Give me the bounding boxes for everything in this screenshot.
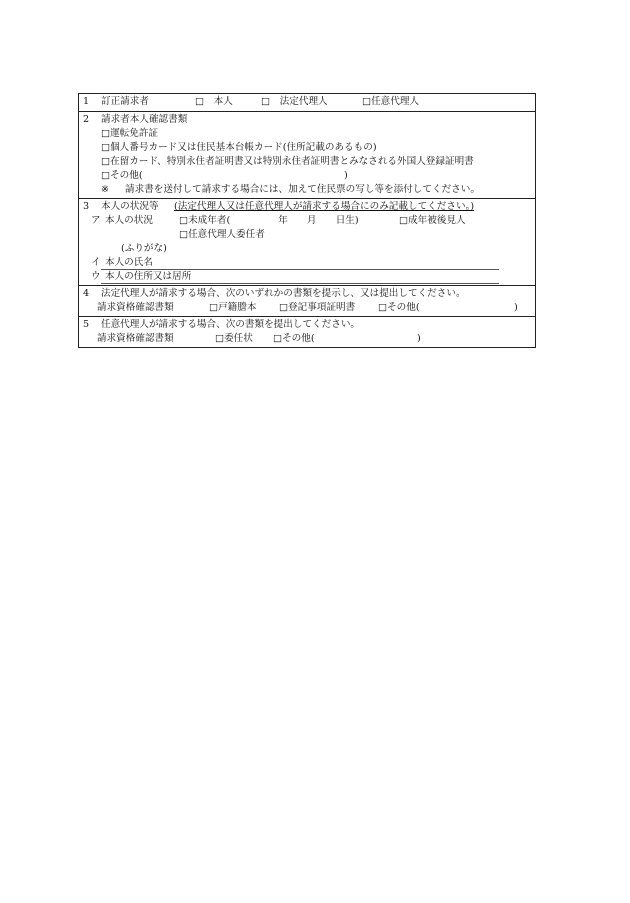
registration-certificate-checkbox[interactable]: □登記事項証明書 [279,302,356,313]
principal-address-row[interactable] [83,270,533,284]
furigana-row [83,242,533,256]
requester-row [83,95,533,109]
section-principal-status [79,198,535,285]
section-5-header [83,318,533,332]
section-identity-documents [79,111,535,198]
voluntary-agent-docs-label: 請求資格確認書類 [97,333,174,344]
item-b-mark: イ [91,257,101,268]
id-doc-note [83,183,533,197]
principal-status-row [83,214,533,228]
section-voluntary-agent-docs [79,316,535,347]
requester-legal-agent-checkbox[interactable]: □ 法定代理人 [261,96,328,107]
id-doc-drivers-license-checkbox[interactable]: □運転免許証 [101,128,159,139]
section-3-label-note: (法定代理人又は任意代理人が請求する場合にのみ記載してください。) [174,201,475,212]
legal-agent-other-checkbox[interactable]: □その他( [378,302,420,313]
section-3-header [83,200,533,214]
voluntary-agent-other-checkbox[interactable]: □その他( [273,333,315,344]
correction-request-form-table [78,93,536,348]
item-c-mark: ウ [91,271,101,282]
id-doc-residence-card-checkbox[interactable]: □在留カード、特別永住者証明書又は特別永住者証明書とみなされる外国人登録証明書 [101,156,474,167]
section-4-number: 4 [83,288,90,299]
note-text: 請求書を送付して請求する場合には、加えて住民票の写し等を添付してください。 [125,184,480,195]
section-legal-agent-docs [79,285,535,316]
furigana-label: (ふりがな) [121,243,167,254]
id-doc-other-checkbox[interactable]: □その他( ) [101,170,348,181]
section-4-label: 法定代理人が請求する場合、次のいずれかの書類を提示し、又は提出してください。 [101,288,466,299]
voluntary-agent-principal-checkbox[interactable]: □任意代理人委任者 [179,229,265,240]
section-2-number: 2 [83,114,90,125]
section-requester [79,94,535,111]
id-doc-mynumber-card-checkbox[interactable]: □個人番号カード又は住民基本台帳カード(住所記載のあるもの) [101,142,377,153]
section-4-header [83,287,533,301]
family-register-checkbox[interactable]: □戸籍謄本 [209,302,257,313]
item-a-label: 本人の状況 [105,215,153,226]
requester-voluntary-agent-checkbox[interactable]: □任意代理人 [362,96,420,107]
voluntary-agent-docs-row [83,332,533,346]
section-5-label: 任意代理人が請求する場合、次の書類を提出してください。 [101,319,361,330]
principal-name-row[interactable] [83,256,533,270]
section-1-label: 訂正請求者 [101,96,149,107]
section-3-label: 本人の状況等 [101,201,159,212]
principal-address-label: 本人の住所又は居所 [105,271,192,282]
power-of-attorney-checkbox[interactable]: □委任状 [215,333,253,344]
section-2-label: 請求者本人確認書類 [101,114,188,125]
principal-address-line [101,283,499,284]
section-1-number: 1 [83,96,90,107]
item-a-mark: ア [91,215,101,226]
principal-name-label: 本人の氏名 [105,257,153,268]
minor-checkbox[interactable]: □未成年者( 年 月 日生) [179,215,359,226]
section-3-number: 3 [83,201,90,212]
requester-self-checkbox[interactable]: □ 本人 [195,96,233,107]
note-mark: ※ [101,184,110,195]
section-2-header [83,113,533,127]
adult-ward-checkbox[interactable]: □成年被後見人 [399,215,466,226]
voluntary-agent-other-close: ) [417,333,421,344]
legal-agent-docs-label: 請求資格確認書類 [97,302,174,313]
legal-agent-docs-row [83,301,533,315]
legal-agent-other-close: ) [514,302,518,313]
section-5-number: 5 [83,319,90,330]
